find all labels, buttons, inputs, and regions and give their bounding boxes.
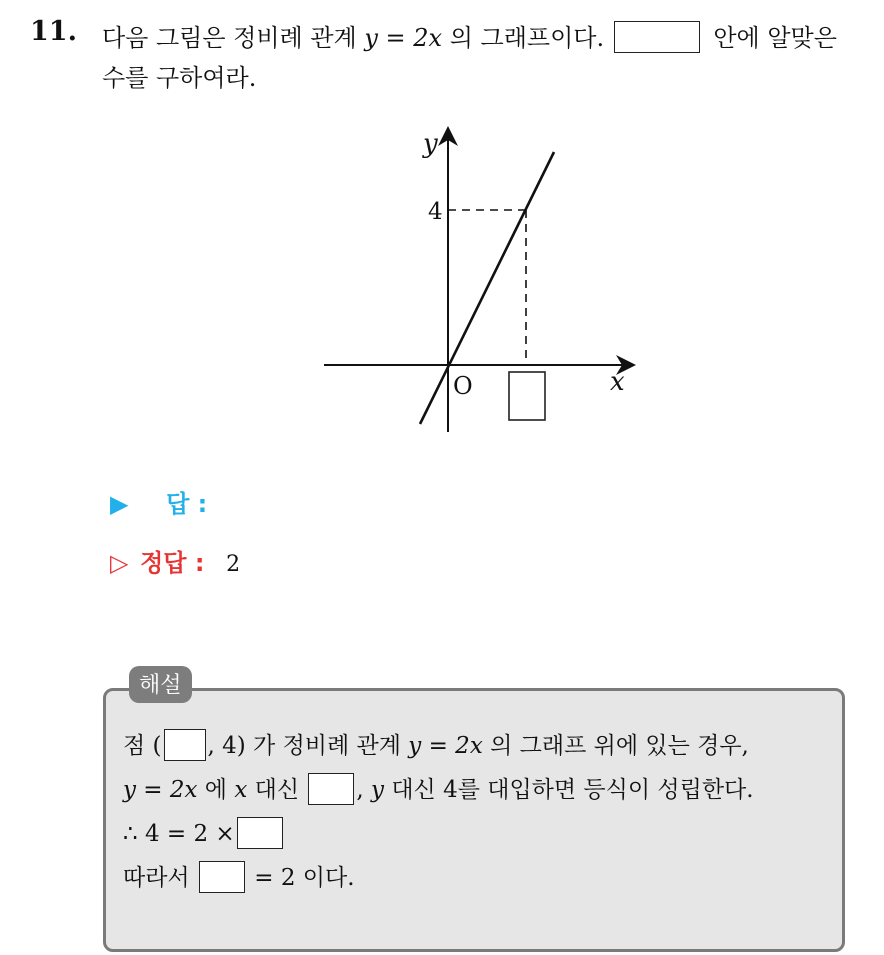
explanation-line4-b: = 2 이다. <box>246 865 355 891</box>
question-text-part3: 안에 알맞은 <box>705 24 837 52</box>
explanation-line1-equation: y = 2x <box>408 733 483 759</box>
explanation-line-3 <box>123 812 835 856</box>
y-axis-label: y <box>423 129 438 159</box>
explanation-tag: 해설 <box>129 666 192 703</box>
explanation-line2-equation: y = 2x <box>123 777 198 803</box>
proportion-graph <box>320 120 650 440</box>
blank-box <box>614 21 700 53</box>
explanation-line2-var1: x <box>234 777 248 803</box>
explanation-line1-a: 점 ( <box>123 733 162 759</box>
question-text <box>102 18 872 98</box>
x-axis-label: x <box>610 367 625 397</box>
answer-arrow-icon: ▶ <box>110 490 129 518</box>
explanation-line2-var2: y <box>371 777 385 803</box>
explanation-line2-d: 대신 4를 대입하면 등식이 성립한다. <box>384 777 754 803</box>
x-value-blank-box <box>509 372 545 420</box>
explanation-line-4 <box>123 856 835 900</box>
correct-answer-value: 2 <box>226 552 241 577</box>
blank-box <box>237 817 283 849</box>
y-tick-label: 4 <box>428 199 443 225</box>
question-equation: y = 2x <box>364 24 443 52</box>
blank-box <box>308 773 354 805</box>
blank-box <box>199 861 245 893</box>
explanation-line2-b: 대신 <box>247 777 307 803</box>
correct-answer-label: 정답 : <box>140 549 205 577</box>
explanation-line-2 <box>123 768 835 812</box>
explanation-line3: ∴ 4 = 2 × <box>123 821 235 847</box>
question-text-part2: 의 그래프이다. <box>442 24 612 52</box>
question-text-part1: 다음 그림은 정비례 관계 <box>102 24 365 52</box>
explanation-line4-a: 따라서 <box>123 865 197 891</box>
answer-row <box>110 484 207 519</box>
explanation-line1-b: , 4) 가 정비례 관계 <box>207 733 409 759</box>
origin-label: O <box>453 372 473 400</box>
explanation-line-1 <box>123 724 835 768</box>
question-text-line2: 수를 구하여라. <box>102 64 257 92</box>
explanation-line2-a: 에 <box>197 777 235 803</box>
explanation-line2-c: , <box>356 777 372 803</box>
answer-label: 답 : <box>166 490 208 518</box>
correct-answer-row <box>110 543 240 578</box>
explanation-content <box>123 724 835 900</box>
question-number: 11. <box>30 16 77 47</box>
correct-arrow-icon: ▷ <box>110 549 129 577</box>
explanation-line1-c: 의 그래프 위에 있는 경우, <box>482 733 749 759</box>
blank-box <box>164 729 206 761</box>
